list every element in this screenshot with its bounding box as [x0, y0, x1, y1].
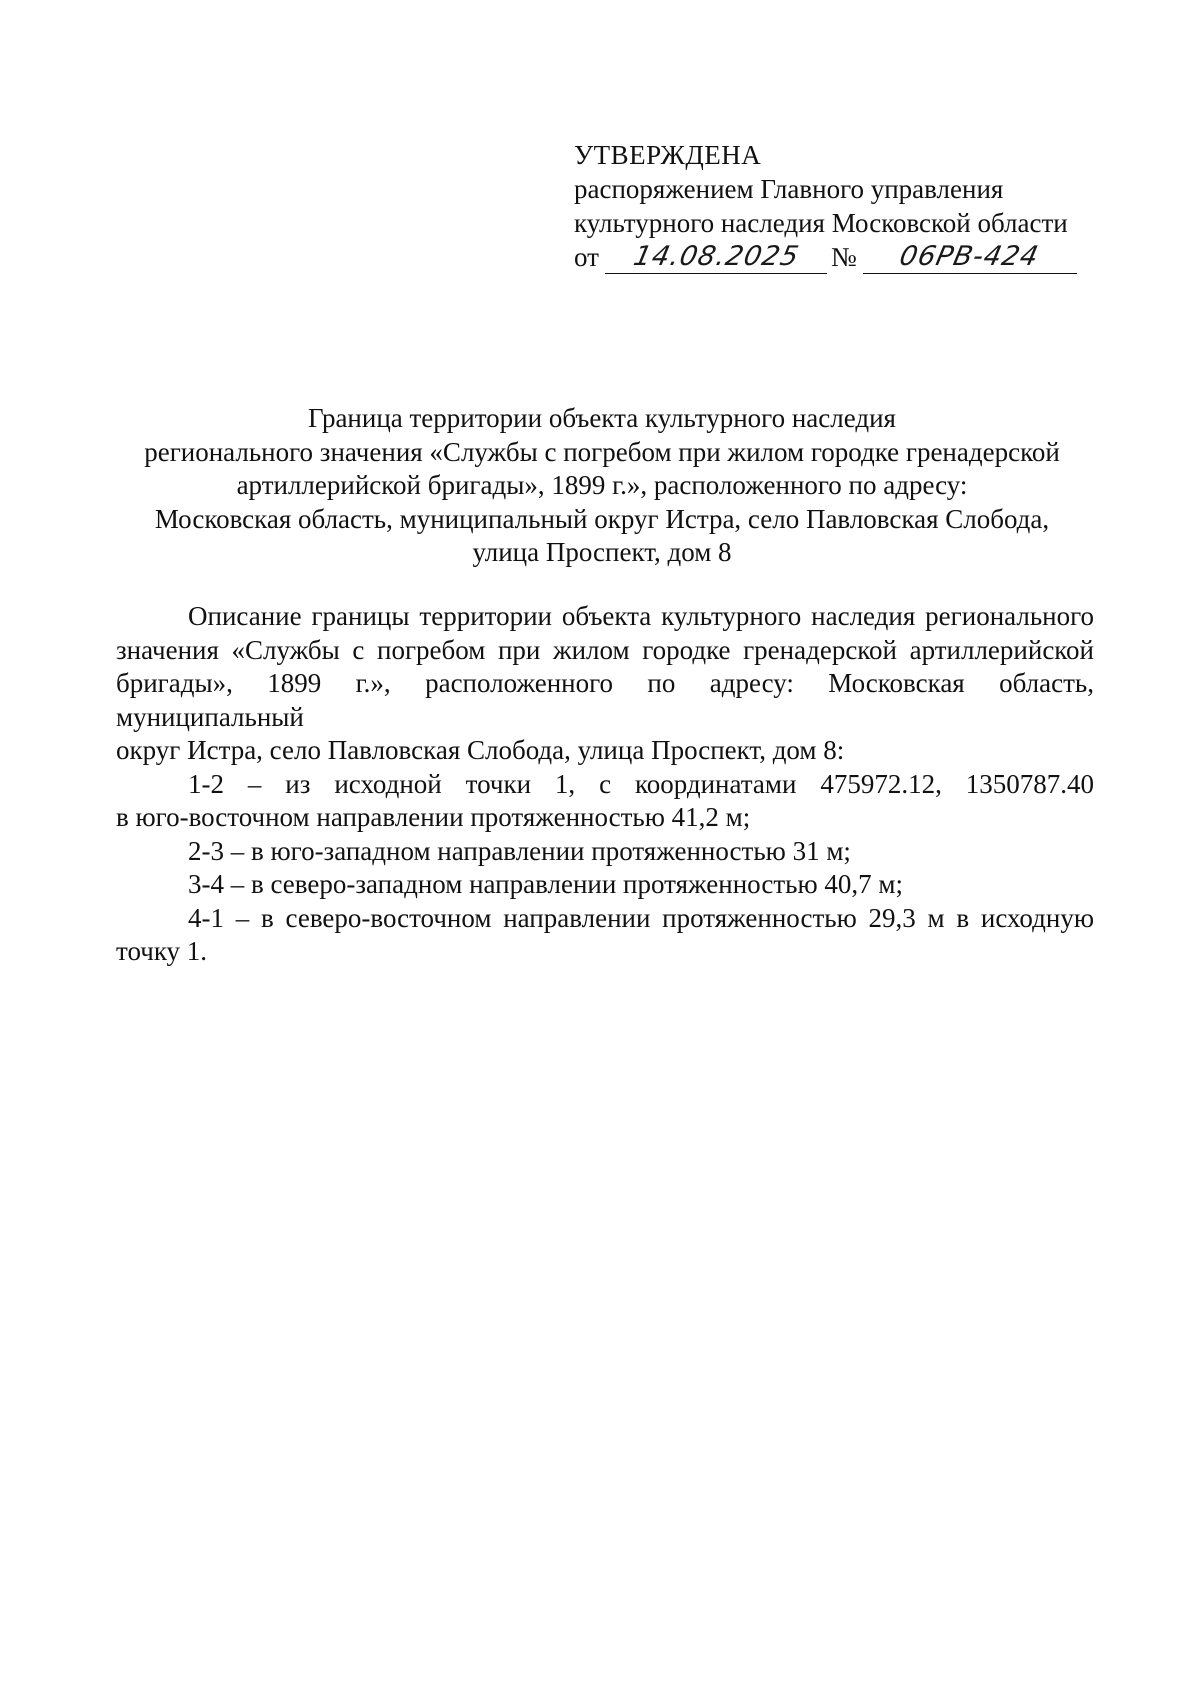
intro-line-2: значения «Службы с погребом при жилом городке гренадерской артиллерийской — [116, 634, 1094, 665]
document-body — [116, 600, 1094, 969]
title-line-2: регионального значения «Службы с погребом при жилом городке гренадерской — [144, 436, 1060, 467]
segment-1-line-2: в юго-восточном направлении протяженностью 41,2 м; — [116, 802, 751, 832]
title-line-5: улица Проспект, дом 8 — [472, 537, 732, 567]
intro-line-3: бригады», 1899 г.», расположенного по адресу: Московская область, муниципальный — [116, 668, 1094, 732]
approval-heading: УТВЕРЖДЕНА — [574, 140, 762, 170]
segment-4-line-2: точку 1. — [116, 936, 208, 966]
number-field — [863, 241, 1077, 274]
approval-line-1: распоряжением Главного управления — [574, 174, 1004, 204]
handwritten-date: 14.08.2025 — [630, 241, 802, 272]
approval-block — [574, 138, 1094, 274]
segment-2: 2-3 – в юго-западном направлении протяженностью 31 м; — [188, 835, 851, 866]
approval-date-number-line — [574, 240, 1094, 274]
intro-line-1: Описание границы территории объекта культурного наследия регионального — [188, 601, 1094, 631]
segment-4-line-1: 4-1 – в северо-восточном направлении протяженностью 29,3 м в исходную — [188, 902, 1094, 933]
date-field — [605, 241, 827, 274]
segment-3: 3-4 – в северо-западном направлении протяженностью 40,7 м; — [188, 869, 903, 899]
segment-1-line-1: 1-2 – из исходной точки 1, с координатами 475972.12, 1350787.40 — [188, 768, 1094, 799]
document-title — [110, 402, 1094, 570]
from-label: от — [574, 242, 599, 272]
intro-line-4: округ Истра, село Павловская Слобода, улица Проспект, дом 8: — [116, 735, 845, 765]
number-label: № — [830, 242, 857, 272]
title-line-1: Граница территории объекта культурного наследия — [308, 403, 896, 433]
title-line-3: артиллерийской бригады», 1899 г.», расположенного по адресу: — [236, 470, 968, 500]
title-line-4: Московская область, муниципальный округ Истра, село Павловская Слобода, — [154, 503, 1050, 534]
handwritten-number: 06РВ-424 — [897, 241, 1043, 272]
approval-line-2: культурного наследия Московской области — [574, 208, 1068, 238]
